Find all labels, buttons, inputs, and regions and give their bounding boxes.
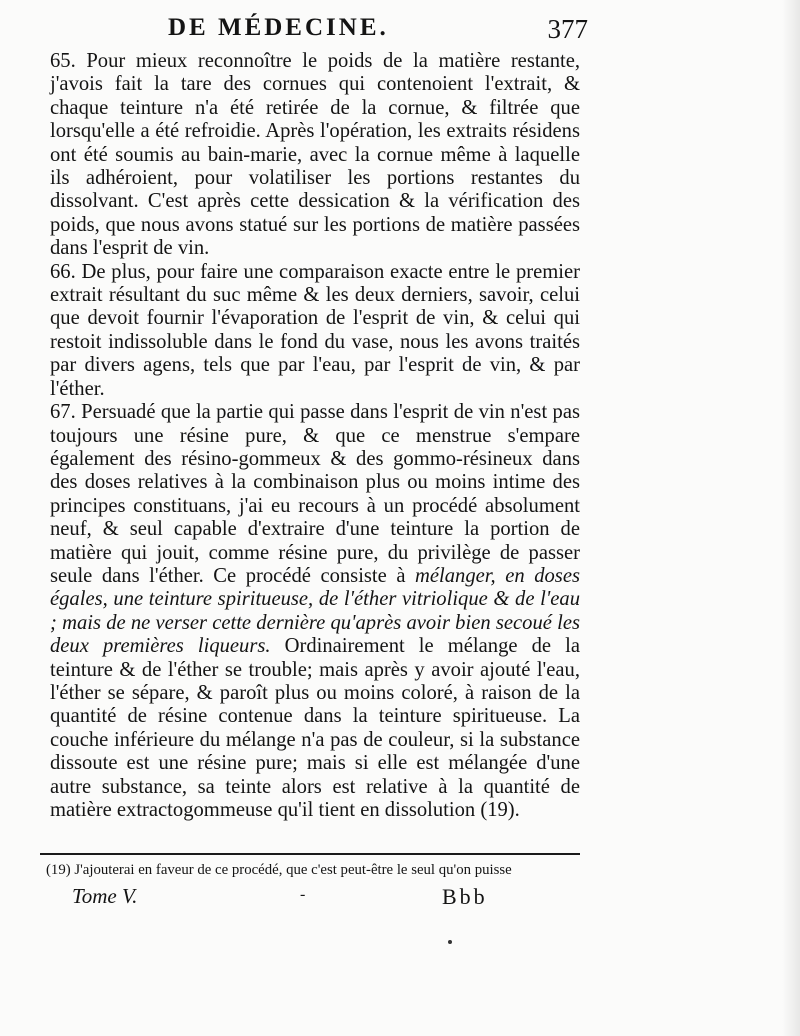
page-number: 377 <box>547 14 588 44</box>
signature-mark: Bbb <box>442 884 488 909</box>
footnote-rule <box>40 853 580 855</box>
paragraph-67-text-after: Ordinairement le mélange de la teinture & de l'éther se trouble; mais après y avoir ajouté l'eau, l'éther se sépare, & paroît plus ou moins coloré, à raison de la quantité de résine contenue dans la teinture spiritueuse. La couche inférieure du mélange n'a pas de couleur, si la substance dissoute est une résine pure; mais si elle est mélangée d'une autre substance, sa teinte alors est relative à la quantité de matière extractogommeuse qu'il tient en dissolution (19). <box>50 635 580 821</box>
body-text <box>50 50 580 822</box>
footnote: (19) J'ajouterai en faveur de ce procédé, que c'est peut-être le seul qu'on puisse <box>46 862 512 878</box>
page-header <box>168 14 588 48</box>
footer-dash: - <box>300 886 306 903</box>
paragraph-67 <box>50 401 580 822</box>
paragraph-65: 65. Pour mieux reconnoître le poids de la matière restante, j'avois fait la tare des cornues qui contenoient l'extrait, & chaque teinture n'a été retirée de la cornue, & filtrée que lorsqu'elle a été refroidie. Après l'opération, les extraits résidens ont été soumis au bain-marie, avec la cornue même à laquelle ils adhéroient, pour volatiliser les portions restantes du dissolvant. C'est après cette dessication & la vérification des poids, que nous avons statué sur les portions de matière passées dans l'esprit de vin. <box>50 50 580 260</box>
paragraph-67-italic-text: mélanger, en doses égales, une teinture spiritueuse, de l'éther vitriolique & de l'eau ; mais de ne verser cette dernière qu'après avoir bien secoué les deux premières liqueurs. <box>50 564 580 658</box>
volume-label: Tome V. <box>72 884 138 908</box>
running-head: DE MÉDECINE. <box>168 14 389 41</box>
page-footer <box>72 884 502 910</box>
ink-speck <box>448 940 452 944</box>
page-edge-shadow <box>782 0 800 1036</box>
paragraph-66: 66. De plus, pour faire une comparaison exacte entre le premier extrait résultant du suc même & les deux derniers, savoir, celui que devoit fournir l'évaporation de l'esprit de vin, & celui qui restoit indissoluble dans le fond du vase, nous les avons traités par divers agens, tels que par l'eau, par l'esprit de vin, & par l'éther. <box>50 260 580 400</box>
paragraph-67-text-before: 67. Persuadé que la partie qui passe dans l'esprit de vin n'est pas toujours une résine pure, & que ce menstrue s'empare également des résino-gommeux & des gommo-résineux dans des doses relatives à la combinaison plus ou moins intime des principes constituans, j'ai eu recours à un procédé absolument neuf, & seul capable d'extraire d'une teinture la portion de matière qui jouit, comme résine pure, du privilège de passer seule dans l'éther. Ce procédé consiste à <box>50 401 580 587</box>
